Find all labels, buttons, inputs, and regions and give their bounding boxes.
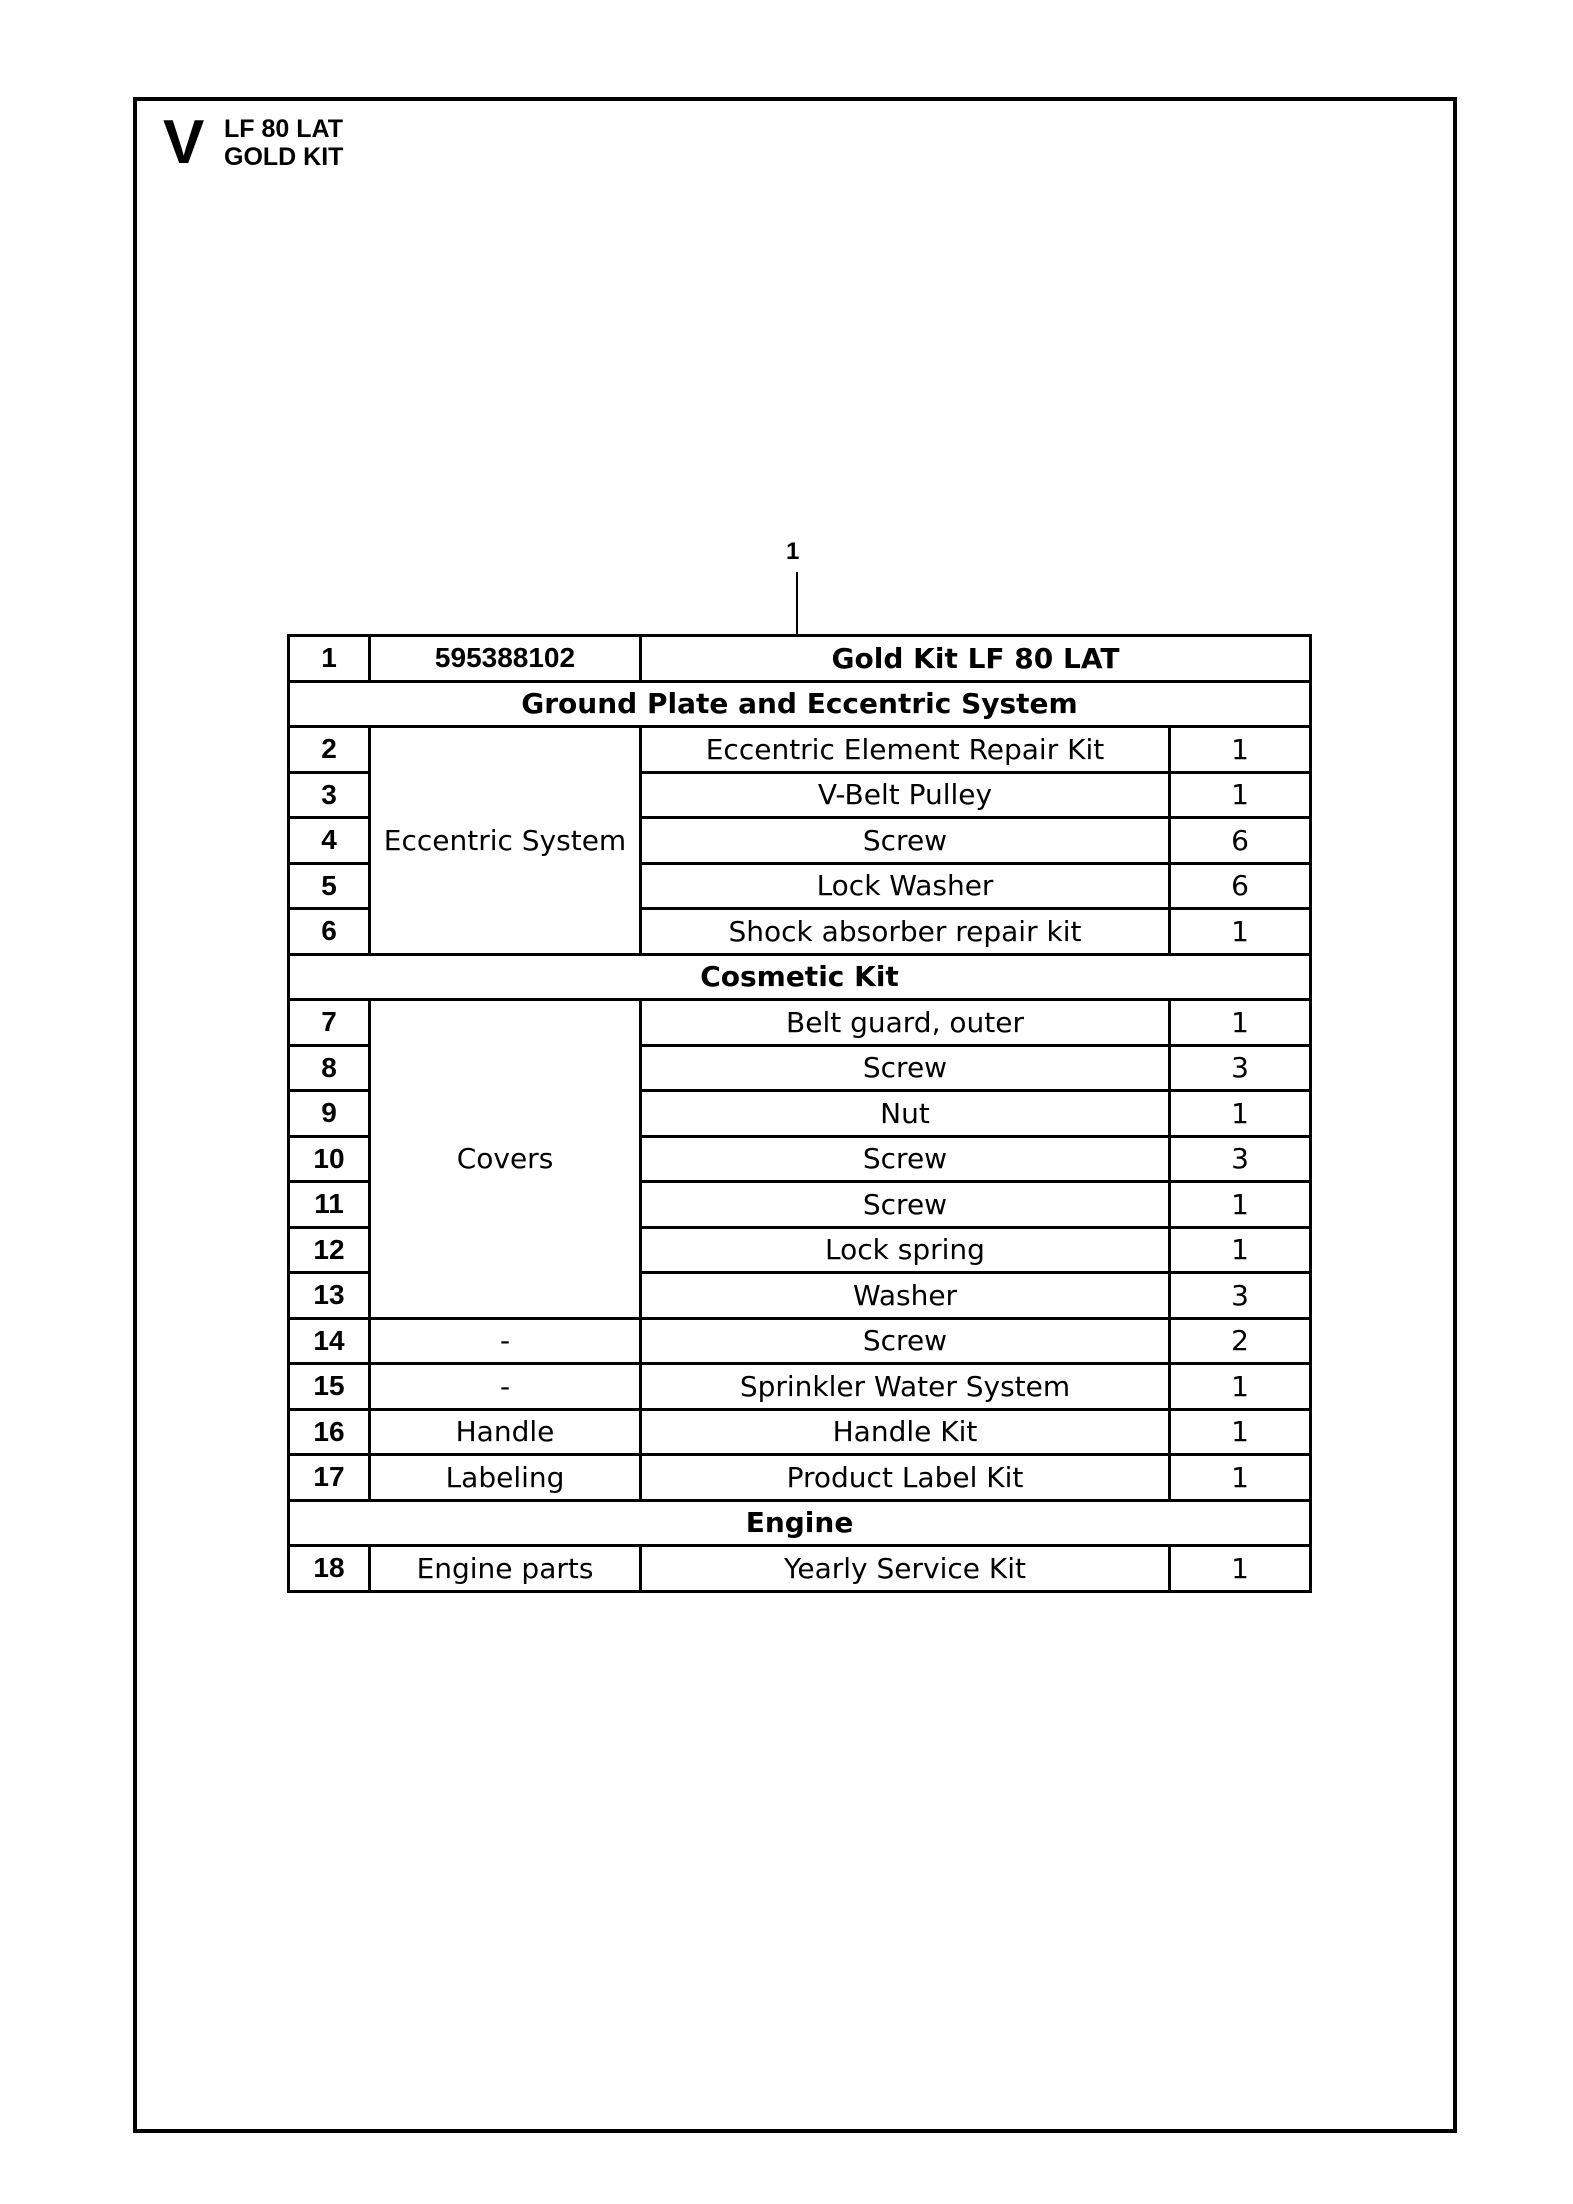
- item-quantity: 1: [1170, 1091, 1311, 1137]
- section-row: [289, 681, 1311, 727]
- parts-table: [287, 634, 1312, 1593]
- item-quantity: 3: [1170, 1273, 1311, 1319]
- group-labeling: Labeling: [370, 1455, 641, 1501]
- header-title: [224, 115, 343, 171]
- group-dash: -: [370, 1364, 641, 1410]
- item-description: Screw: [641, 1136, 1170, 1182]
- item-number: 12: [289, 1227, 370, 1273]
- header-kit: GOLD KIT: [224, 143, 344, 171]
- item-description: Nut: [641, 1091, 1170, 1137]
- item-description: Screw: [641, 1182, 1170, 1228]
- group-dash: -: [370, 1318, 641, 1364]
- item-quantity: 1: [1170, 772, 1311, 818]
- item-number: 4: [289, 818, 370, 864]
- item-number: 18: [289, 1546, 370, 1592]
- item-description: Washer: [641, 1273, 1170, 1319]
- table-row: [289, 727, 1311, 773]
- item-number: 17: [289, 1455, 370, 1501]
- item-quantity: 2: [1170, 1318, 1311, 1364]
- table-row: [289, 1546, 1311, 1592]
- item-quantity: 1: [1170, 1227, 1311, 1273]
- section-row: [289, 954, 1311, 1000]
- item-description: Belt guard, outer: [641, 1000, 1170, 1046]
- item-description: Yearly Service Kit: [641, 1546, 1170, 1592]
- item-quantity: 1: [1170, 1455, 1311, 1501]
- section-heading-ground-plate: Ground Plate and Eccentric System: [289, 681, 1311, 727]
- section-letter: V: [163, 108, 205, 177]
- item-description: Screw: [641, 1318, 1170, 1364]
- item-number: 8: [289, 1045, 370, 1091]
- item-quantity: 3: [1170, 1136, 1311, 1182]
- callout-leader-line: [796, 572, 798, 635]
- kit-description: Gold Kit LF 80 LAT: [641, 636, 1311, 682]
- item-number: 10: [289, 1136, 370, 1182]
- item-quantity: 1: [1170, 727, 1311, 773]
- table-row: [289, 1455, 1311, 1501]
- item-number: 9: [289, 1091, 370, 1137]
- item-number: 3: [289, 772, 370, 818]
- table-row: [289, 1318, 1311, 1364]
- item-number: 13: [289, 1273, 370, 1319]
- item-quantity: 1: [1170, 1364, 1311, 1410]
- item-number: 2: [289, 727, 370, 773]
- item-number: 7: [289, 1000, 370, 1046]
- table-row: [289, 1409, 1311, 1455]
- item-description: Eccentric Element Repair Kit: [641, 727, 1170, 773]
- item-description: Lock spring: [641, 1227, 1170, 1273]
- item-description: Handle Kit: [641, 1409, 1170, 1455]
- table-row: [289, 1364, 1311, 1410]
- group-handle: Handle: [370, 1409, 641, 1455]
- item-description: Sprinkler Water System: [641, 1364, 1170, 1410]
- section-row: [289, 1500, 1311, 1546]
- item-number: 6: [289, 909, 370, 955]
- item-description: Screw: [641, 1045, 1170, 1091]
- item-quantity: 1: [1170, 1182, 1311, 1228]
- item-quantity: 6: [1170, 818, 1311, 864]
- table-row: [289, 1000, 1311, 1046]
- table-row-kit: [289, 636, 1311, 682]
- group-engine-parts: Engine parts: [370, 1546, 641, 1592]
- item-quantity: 1: [1170, 1409, 1311, 1455]
- item-quantity: 1: [1170, 909, 1311, 955]
- item-quantity: 1: [1170, 1546, 1311, 1592]
- item-description: Lock Washer: [641, 863, 1170, 909]
- item-number: 14: [289, 1318, 370, 1364]
- part-number: 595388102: [370, 636, 641, 682]
- item-number: 5: [289, 863, 370, 909]
- callout-number: 1: [786, 538, 800, 565]
- item-number: 15: [289, 1364, 370, 1410]
- item-number: 11: [289, 1182, 370, 1228]
- group-covers: Covers: [370, 1000, 641, 1319]
- item-description: Screw: [641, 818, 1170, 864]
- item-description: Shock absorber repair kit: [641, 909, 1170, 955]
- item-number: 1: [289, 636, 370, 682]
- group-eccentric-system: Eccentric System: [370, 727, 641, 955]
- item-quantity: 6: [1170, 863, 1311, 909]
- item-quantity: 1: [1170, 1000, 1311, 1046]
- section-heading-cosmetic-kit: Cosmetic Kit: [289, 954, 1311, 1000]
- item-description: Product Label Kit: [641, 1455, 1170, 1501]
- header-model: LF 80 LAT: [224, 115, 343, 143]
- item-quantity: 3: [1170, 1045, 1311, 1091]
- section-heading-engine: Engine: [289, 1500, 1311, 1546]
- item-description: V-Belt Pulley: [641, 772, 1170, 818]
- item-number: 16: [289, 1409, 370, 1455]
